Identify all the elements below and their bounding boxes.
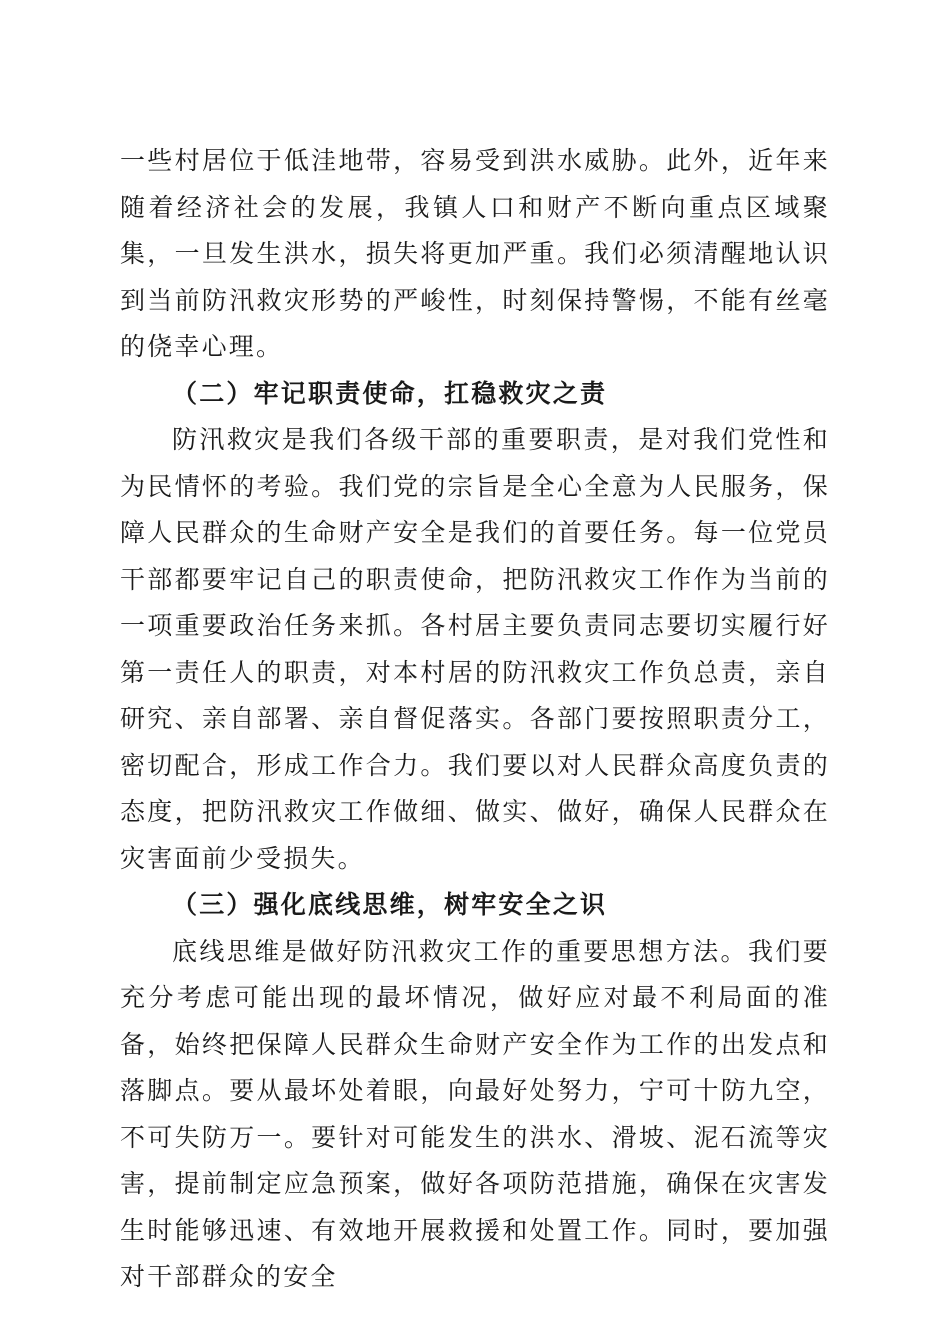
paragraph-continuation: 一些村居位于低洼地带，容易受到洪水威胁。此外，近年来随着经济社会的发展，我镇人口和财产不断向重点区域聚集，一旦发生洪水，损失将更加严重。我们必须清醒地认识到当前防汛救灾形势的严峻性，时刻保持警惕，不能有丝毫的侥幸心理。	[120, 146, 830, 361]
section-heading-3: （三）强化底线思维，树牢安全之识	[172, 890, 608, 919]
section-heading-2: （二）牢记职责使命，扛稳救灾之责	[172, 378, 608, 408]
document-body	[120, 138, 830, 1301]
paragraph-bottom-line: 底线思维是做好防汛救灾工作的重要思想方法。我们要充分考虑可能出现的最坏情况，做好应对最不利局面的准备，始终把保障人民群众生命财产安全作为工作的出发点和落脚点。要从最坏处着眼，向最好处努力，宁可十防九空，不可失防万一。要针对可能发生的洪水、滑坡、泥石流等灾害，提前制定应急预案，做好各项防范措施，确保在灾害发生时能够迅速、有效地开展救援和处置工作。同时，要加强对干部群众的安全	[120, 936, 830, 1291]
paragraph-responsibility: 防汛救灾是我们各级干部的重要职责，是对我们党性和为民情怀的考验。我们党的宗旨是全心全意为人民服务，保障人民群众的生命财产安全是我们的首要任务。每一位党员干部都要牢记自己的职责使命，把防汛救灾工作作为当前的一项重要政治任务来抓。各村居主要负责同志要切实履行好第一责任人的职责，对本村居的防汛救灾工作负总责，亲自研究、亲自部署、亲自督促落实。各部门要按照职责分工，密切配合，形成工作合力。我们要以对人民群众高度负责的态度，把防汛救灾工作做细、做实、做好，确保人民群众在灾害面前少受损失。	[120, 425, 830, 873]
